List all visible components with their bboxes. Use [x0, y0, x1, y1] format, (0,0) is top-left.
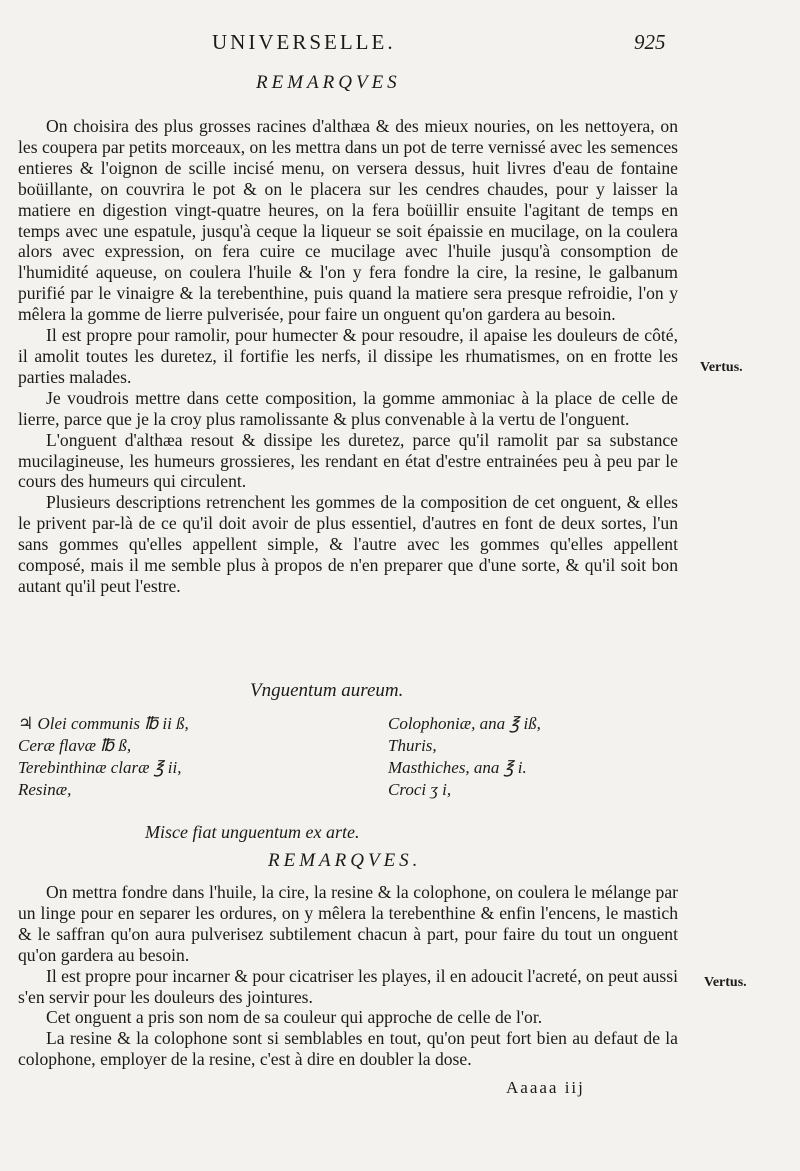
- margin-note-vertus: Vertus.: [700, 360, 743, 375]
- paragraph: La resine & la colophone sont si semblables en tout, qu'on peut fort bien au defaut de la colophone, employer de la resine, c'est à dire en doubler la dose.: [18, 1028, 678, 1070]
- ingredient-line: Ceræ flavæ ℔ ß,: [18, 736, 132, 755]
- paragraph: Il est propre pour ramolir, pour humecter & pour resoudre, il apaise les douleurs de côté, il amolit toutes les duretez, il fortifie les nerfs, il dissipe les rhumatismes, on en frotte les parties malades.: [18, 325, 678, 387]
- paragraph: On mettra fondre dans l'huile, la cire, la resine & la colophone, on coulera le mélange par un linge pour en separer les ordures, on y mêlera la terebenthine & enfin l'encens, le mastich & le saffran qu'on aura pulverisez subtilement chacun à part, pour faire du tout un onguent qu'on gardera au besoin.: [18, 882, 678, 965]
- ingredient-line: Thuris,: [388, 736, 437, 755]
- ingredient-line: Masthiches, ana ℥ i.: [388, 758, 527, 777]
- ingredient-line: Colophoniæ, ana ℥ iß,: [388, 714, 541, 733]
- paragraph: Il est propre pour incarner & pour cicatriser les playes, il en adoucit l'acreté, on peut aussi s'en servir pour les douleurs des jointures.: [18, 965, 678, 1007]
- running-header: UNIVERSELLE.: [212, 30, 396, 54]
- ingredients-left: [18, 713, 189, 801]
- section1-body: [18, 116, 678, 597]
- paragraph: Cet onguent a pris son nom de sa couleur qui approche de celle de l'or.: [46, 1007, 543, 1028]
- paragraph: On choisira des plus grosses racines d'althæa & des mieux nouries, on les nettoyera, on les coupera par petits morceaux, on les mettra dans un pot de terre vernissé avec les semences entieres & l'oignon de scille incisé menu, on versera dessus, huit livres d'eau de fontaine boüillante, on couvrira le pot & on le placera sur les cendres chaudes, pour y laisser la matiere en digestion vingt-quatre heures, on la fera boüillir ensuite l'agitant de temps en temps avec une espatule, jusqu'à ceque la liqueur se soit épaissie en mucilage, on la coulera alors avec expression, on fera cuire ce mucilage avec l'huile jusqu'à consomption de l'humidité aqueuse, on coulera l'huile & l'on y fera fondre la cire, la resine, le galbanum purifié par le vinaigre & la terebenthine, puis quand la matiere sera presque refroidie, l'on y mêlera la gomme de lierre pulverisée, pour faire un onguent qu'on gardera au besoin.: [18, 116, 678, 325]
- ingredient-line: Croci ʒ i,: [388, 780, 452, 799]
- margin-note-vertus-2: Vertus.: [704, 975, 747, 990]
- catchword: Aaaaa iij: [506, 1078, 585, 1097]
- paragraph: Je voudrois mettre dans cette composition, la gomme ammoniac à la place de celle de lierre, parce que je la croy plus ramolissante & plus convenable à la vertu de l'onguent.: [18, 387, 678, 429]
- formula-closing: Misce fiat unguentum ex arte.: [145, 822, 360, 842]
- section2-body: [18, 882, 678, 1070]
- section-heading-remarques-2: REMARQVES.: [268, 850, 422, 871]
- page-number: 925: [634, 30, 666, 54]
- ingredient-line: Resinæ,: [18, 780, 72, 799]
- ingredients-right: [388, 713, 541, 801]
- paragraph: Plusieurs descriptions retrenchent les gommes de la composition de cet onguent, & elles le privent par-là de ce qu'il doit avoir de plus essentiel, d'autres en font de deux sortes, l'un sans gommes qu'elles appellent simple, & l'autre avec les gommes qu'elles appellent composé, mais il me semble plus à propos de n'en preparer que d'une sorte, & qu'il soit bon autant qu'il peut l'estre.: [18, 492, 678, 596]
- section-heading-remarques: REMARQVES: [256, 72, 401, 93]
- ingredient-line: ♃ Olei communis ℔ ii ß,: [18, 714, 189, 733]
- paragraph: L'onguent d'althæa resout & dissipe les duretez, parce qu'il ramolit par sa substance mucilagineuse, les humeurs grossieres, les rendant en état d'estre entrainées peu à peu par le cours des humeurs qui circulent.: [18, 429, 678, 492]
- ingredient-line: Terebinthinæ claræ ℥ ii,: [18, 758, 182, 777]
- formula-title: Vnguentum aureum.: [250, 680, 404, 701]
